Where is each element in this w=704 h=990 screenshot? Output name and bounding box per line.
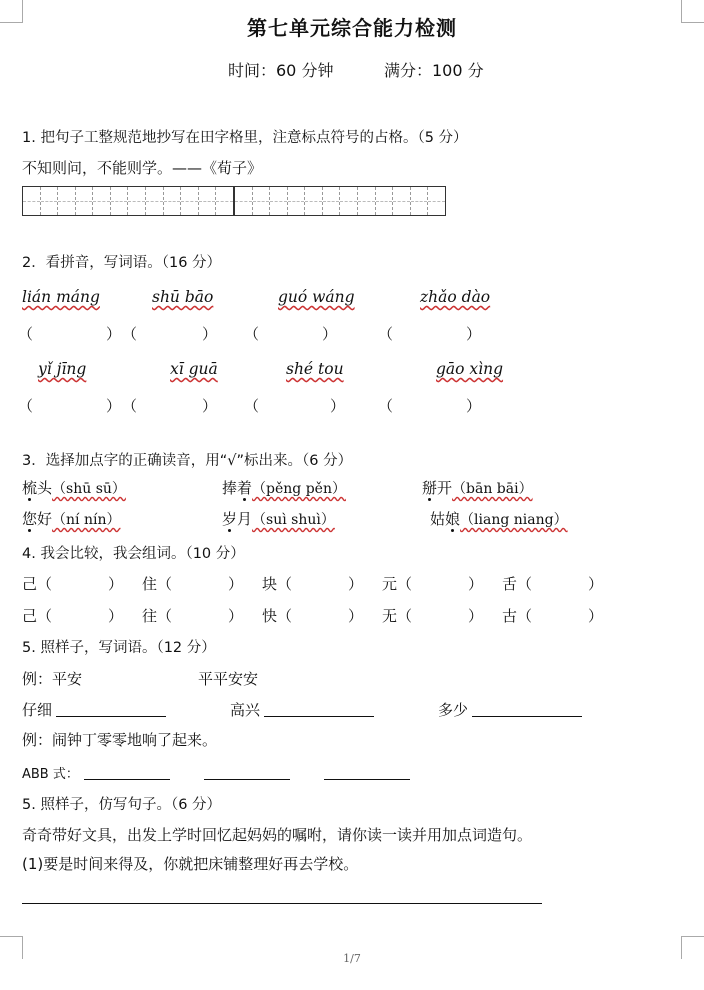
answer-paren-close: ） — [202, 397, 218, 415]
example-label: 例：平安 — [22, 670, 83, 688]
char-compare-item[interactable]: 元（ ） — [382, 575, 484, 593]
answer-paren-close: ） — [106, 397, 122, 415]
answer-paren-open: （ — [378, 325, 394, 343]
answer-blank[interactable] — [472, 716, 582, 717]
dotted-char: 着 — [237, 479, 253, 497]
pinyin-options: （pěng pěn） — [252, 481, 346, 497]
time-limit: 时间：60 分钟 — [228, 61, 334, 80]
tianzige-block-2[interactable] — [234, 186, 446, 216]
char-compare-item[interactable]: 快（ ） — [262, 607, 364, 625]
reading-choice[interactable]: 捧着（pěng pěn） — [222, 479, 346, 497]
answer-blank[interactable] — [84, 779, 170, 780]
example-answer: 平平安安 — [198, 670, 259, 688]
tianzige-grid[interactable] — [22, 186, 446, 216]
instruction-text: 奇奇带好文具，出发上学时回忆起妈妈的嘱咐，请你读一读并用加点词造句。 — [22, 826, 533, 844]
q2-heading: 2．看拼音，写词语。（16 分） — [22, 255, 222, 271]
answer-blank[interactable] — [264, 716, 374, 717]
answer-paren-open: （ — [18, 397, 34, 415]
sentence-answer-line[interactable] — [22, 903, 542, 904]
answer-paren-close: ） — [466, 325, 482, 343]
answer-paren-open: （ — [244, 397, 260, 415]
reading-choice[interactable]: 掰开（bān bāi） — [422, 479, 533, 497]
pinyin-item: shé tou — [286, 360, 344, 378]
char-compare-item[interactable]: 往（ ） — [142, 607, 244, 625]
answer-paren-open: （ — [122, 325, 138, 343]
char-compare-item[interactable]: 无（ ） — [382, 607, 484, 625]
answer-paren-open: （ — [378, 397, 394, 415]
q3-heading: 3．选择加点字的正确读音，用“√”标出来。（6 分） — [22, 453, 353, 469]
dotted-char: 您 — [22, 510, 38, 528]
char-compare-item[interactable]: 古（ ） — [502, 607, 604, 625]
answer-paren-open: （ — [18, 325, 34, 343]
pinyin-item: zhǎo dào — [420, 288, 491, 306]
abb-label: ABB 式： — [22, 767, 79, 782]
pinyin-options: （suì shuì） — [252, 512, 335, 528]
word-prompt: 多少 — [438, 701, 469, 719]
answer-paren-close: ） — [466, 397, 482, 415]
q5-words-heading: 5. 照样子，写词语。（12 分） — [22, 640, 216, 656]
pinyin-item: yǐ jīng — [38, 360, 87, 378]
tianzige-block-1[interactable] — [22, 186, 234, 216]
answer-paren-close: ） — [330, 397, 346, 415]
pinyin-item: gāo xìng — [436, 360, 504, 378]
example-sentence: (1)要是时间来得及，你就把床铺整理好再去学校。 — [22, 855, 359, 873]
pinyin-item: shū bāo — [152, 288, 214, 306]
char-compare-item[interactable]: 舌（ ） — [502, 575, 604, 593]
answer-paren-close: ） — [106, 325, 122, 343]
answer-blank[interactable] — [204, 779, 290, 780]
q4-heading: 4. 我会比较，我会组词。（10 分） — [22, 546, 245, 562]
answer-paren-close: ） — [202, 325, 218, 343]
full-score: 满分：100 分 — [384, 61, 484, 80]
answer-blank[interactable] — [324, 779, 410, 780]
char-compare-item[interactable]: 住（ ） — [142, 575, 244, 593]
reading-choice[interactable]: 梳头（shū sū） — [22, 479, 126, 497]
word-prompt: 高兴 — [230, 701, 261, 719]
pinyin-item: lián máng — [22, 288, 100, 306]
answer-paren-open: （ — [122, 397, 138, 415]
dotted-char: 梳 — [22, 479, 38, 497]
reading-choice[interactable]: 姑娘（liang niang） — [430, 510, 568, 528]
reading-choice[interactable]: 您好（ní nín） — [22, 510, 121, 528]
answer-paren-open: （ — [244, 325, 260, 343]
pinyin-options: （liang niang） — [460, 512, 568, 528]
pinyin-options: （shū sū） — [52, 481, 126, 497]
word-prompt: 仔细 — [22, 701, 53, 719]
dotted-char: 岁 — [222, 510, 238, 528]
answer-paren-close: ） — [322, 325, 338, 343]
dotted-char: 娘 — [445, 510, 461, 528]
q5-sentence-heading: 5. 照样子，仿写句子。（6 分） — [22, 797, 222, 813]
q1-heading: 1. 把句子工整规范地抄写在田字格里，注意标点符号的占格。（5 分） — [22, 130, 468, 146]
char-compare-item[interactable]: 块（ ） — [262, 575, 364, 593]
page-number: 1/7 — [343, 952, 361, 965]
pinyin-options: （bān bāi） — [452, 481, 533, 497]
pinyin-item: guó wáng — [278, 288, 355, 306]
dotted-char: 掰 — [422, 479, 438, 497]
q1-sentence: 不知则问，不能则学。——《荀子》 — [22, 159, 263, 177]
pinyin-options: （ní nín） — [52, 512, 121, 528]
answer-blank[interactable] — [56, 716, 166, 717]
char-compare-item[interactable]: 己（ ） — [22, 575, 124, 593]
pinyin-item: xī guā — [170, 360, 218, 378]
example-sentence: 例：闹钟丁零零地响了起来。 — [22, 731, 218, 749]
reading-choice[interactable]: 岁月（suì shuì） — [222, 510, 335, 528]
page-title: 第七单元综合能力检测 — [247, 16, 457, 40]
char-compare-item[interactable]: 己（ ） — [22, 607, 124, 625]
